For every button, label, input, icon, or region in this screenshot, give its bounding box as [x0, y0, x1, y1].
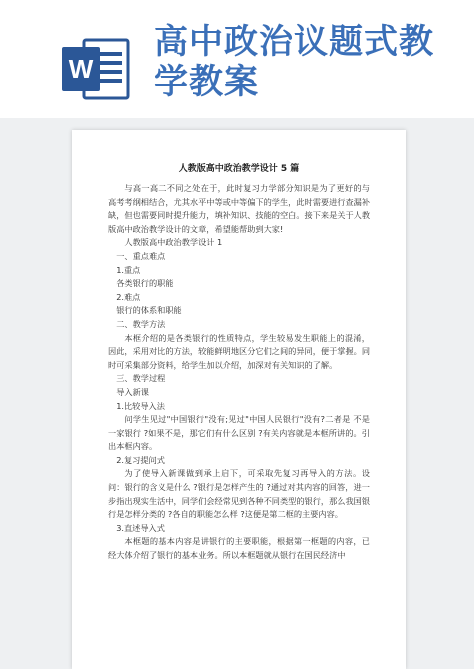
document-content [108, 162, 370, 563]
difficulty-text: 银行的体系和职能 [116, 305, 182, 316]
method-2-heading: 2.复习提问式 [116, 454, 165, 465]
key-point-text: 各类银行的职能 [116, 278, 174, 289]
section-heading-1: 一、重点难点 [116, 250, 166, 261]
document-page [72, 130, 406, 669]
method-1-heading: 1.比较导入法 [116, 400, 165, 411]
new-lesson-heading: 导入新课 [116, 386, 149, 397]
subheading-difficulty: 2.难点 [116, 291, 141, 302]
section-heading-3: 三、教学过程 [116, 373, 166, 384]
method-1-paragraph: 问学生见过"中国银行"没有;见过"中国人民银行"没有?二者是 不是一家银行 ?如果不是，那它们有什么区别 ?有关内容就是本框所讲的。引出本框内容。 [108, 414, 370, 452]
method-paragraph: 本框介绍的是各类银行的性质特点，学生较易发生职能上的混淆，因此，采用对比的方法，较能鲜明地区分它们之间的异同，便于掌握。同时可采集部分资料，给学生加以介绍，加深对有关知识的了解。 [108, 332, 371, 370]
document-title: 人教版高中政治教学设计 5 篇 [178, 164, 300, 174]
word-icon-letter: W [68, 54, 94, 84]
page-title: 高中政治议题式教学教案 [154, 22, 434, 102]
subheading-key-point: 1.重点 [116, 264, 141, 275]
method-3-paragraph: 本框题的基本内容是讲银行的主要职能，根据第一框题的内容，已经大体介绍了银行的基本业务。所以本框题就从银行在国民经济中 [108, 536, 370, 561]
method-2-paragraph: 为了使导入新课做到承上启下，可采取先复习再导入的方法。设问：银行的含义是什么 ?银行是怎样产生的 ?通过对其内容的回答，进一步指出现实生活中，同学们会经常见到各种不同类型的银行，那么我国银行是怎样分类的 ?各自的职能怎么样 ?这便是第二框的主要内容。 [108, 468, 371, 520]
page-header [0, 0, 474, 128]
method-3-heading: 3.直述导入式 [116, 522, 165, 533]
intro-paragraph: 与高一高二不同之处在于，此时复习力学部分知识是为了更好的与高考考纲相结合，尤其水平中等或中等偏下的学生，此时需要进行查漏补缺，但也需要同时提升能力，填补知识、技能的空白。接下来是关于人教版高中政治教学设计的文章，希望能帮助到大家! [108, 183, 371, 234]
design-heading: 人教版高中政治教学设计 1 [124, 237, 223, 248]
section-heading-2: 二、教学方法 [116, 318, 166, 329]
word-document-icon [62, 36, 132, 102]
